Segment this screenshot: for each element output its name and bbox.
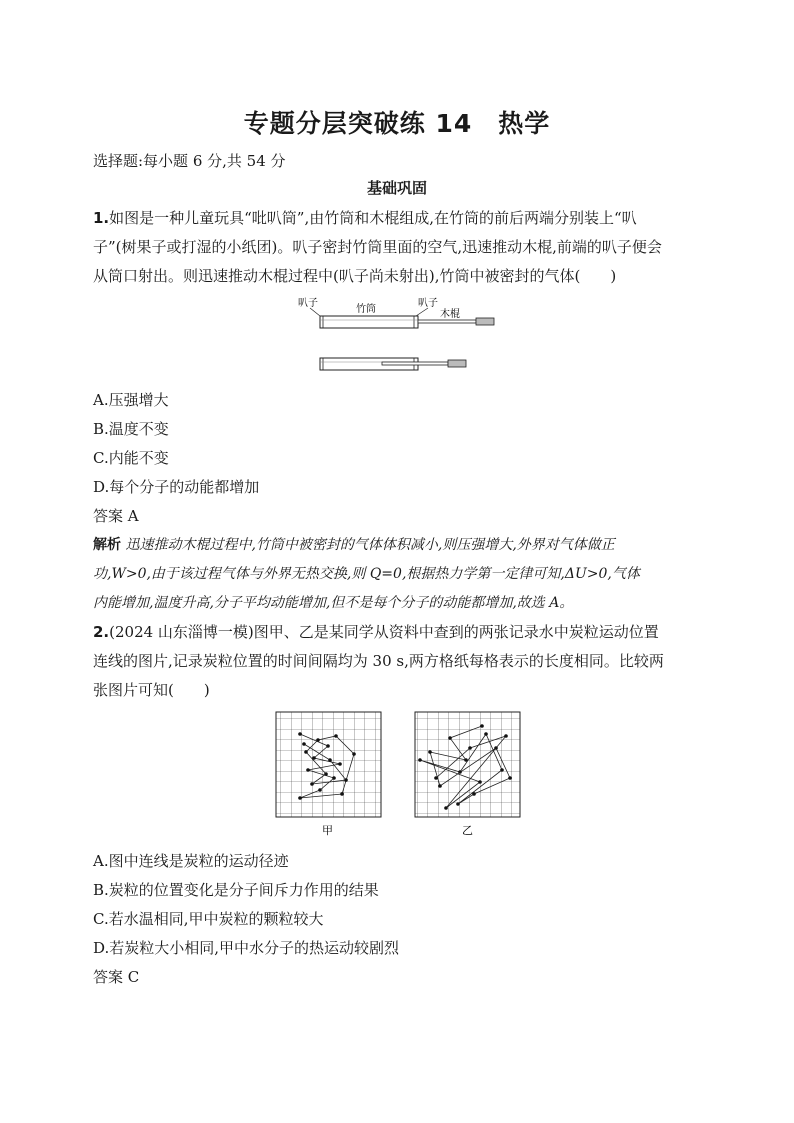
handle-bottom xyxy=(448,360,466,367)
tube-top xyxy=(320,316,418,328)
q2-line-3: 张图片可知( ) xyxy=(93,681,210,699)
brownian-motion-figure xyxy=(270,708,530,838)
q1-line-2: 子”(树果子或打湿的小纸团)。叭子密封竹筒里面的空气,迅速推动木棍,前端的叭子便会 xyxy=(93,238,662,256)
q1-explanation-2: 功,W>0,由于该过程气体与外界无热交换,则 Q=0,根据热力学第一定律可知,ΔU>0,气体 xyxy=(93,566,640,582)
q2-option-a: A.图中连线是炭粒的运动径迹 xyxy=(93,852,289,870)
q2-option-d: D.若炭粒大小相同,甲中水分子的热运动较剧烈 xyxy=(93,939,400,957)
q2-line-2: 连线的图片,记录炭粒位置的时间间隔均为 30 s,两方格纸每格表示的长度相同。比较两 xyxy=(93,652,664,670)
q2-line-1 xyxy=(93,621,659,642)
q1-line-3: 从筒口射出。则迅速推动木棍过程中(叭子尚未射出),竹筒中被密封的气体( ) xyxy=(93,267,617,285)
q2-number: 2. xyxy=(93,623,110,641)
grid-jia xyxy=(276,712,381,817)
label-jia: 甲 xyxy=(322,824,333,837)
q1-explanation-1 xyxy=(93,534,615,554)
q1-explanation-text-1: 迅速推动木棍过程中,竹筒中被密封的气体体积减小,则压强增大,外界对气体做正 xyxy=(121,537,615,553)
label-stick: 木棍 xyxy=(440,309,460,320)
bamboo-tube-figure xyxy=(290,292,510,382)
q2-option-b: B.炭粒的位置变化是分子间斥力作用的结果 xyxy=(93,881,379,899)
stick-bottom xyxy=(382,362,448,365)
q1-line-1 xyxy=(93,207,637,228)
handle-top xyxy=(476,318,494,325)
q1-text-1: 如图是一种儿童玩具“吡叭筒”,由竹筒和木棍组成,在竹筒的前后两端分别装上“叭 xyxy=(109,209,637,227)
label-yi: 乙 xyxy=(462,824,473,837)
q1-option-d: D.每个分子的动能都增加 xyxy=(93,478,260,496)
label-tube: 竹筒 xyxy=(356,304,376,315)
q1-answer: 答案 A xyxy=(93,507,139,525)
q1-option-c: C.内能不变 xyxy=(93,449,169,467)
q2-text-1: (2024 山东淄博一模)图甲、乙是某同学从资料中查到的两张记录水中炭粒运动位置 xyxy=(109,623,659,641)
q1-option-b: B.温度不变 xyxy=(93,420,169,438)
q1-explanation-3: 内能增加,温度升高,分子平均动能增加,但不是每个分子的动能都增加,故选 A。 xyxy=(93,595,574,611)
stick-top xyxy=(418,320,476,323)
section-heading: 基础巩固 xyxy=(366,179,427,197)
grid-yi xyxy=(415,712,520,817)
q1-number: 1. xyxy=(93,209,110,227)
label-left-plug: 叭子 xyxy=(298,298,318,309)
q2-answer: 答案 C xyxy=(93,968,140,986)
q2-option-c: C.若水温相同,甲中炭粒的颗粒较大 xyxy=(93,910,324,928)
explanation-label: 解析 xyxy=(93,537,121,553)
q1-option-a: A.压强增大 xyxy=(93,391,169,409)
label-right-plug: 叭子 xyxy=(418,298,438,309)
intro-text: 选择题:每小题 6 分,共 54 分 xyxy=(93,152,286,170)
page-title: 专题分层突破练 14 热学 xyxy=(243,109,551,138)
